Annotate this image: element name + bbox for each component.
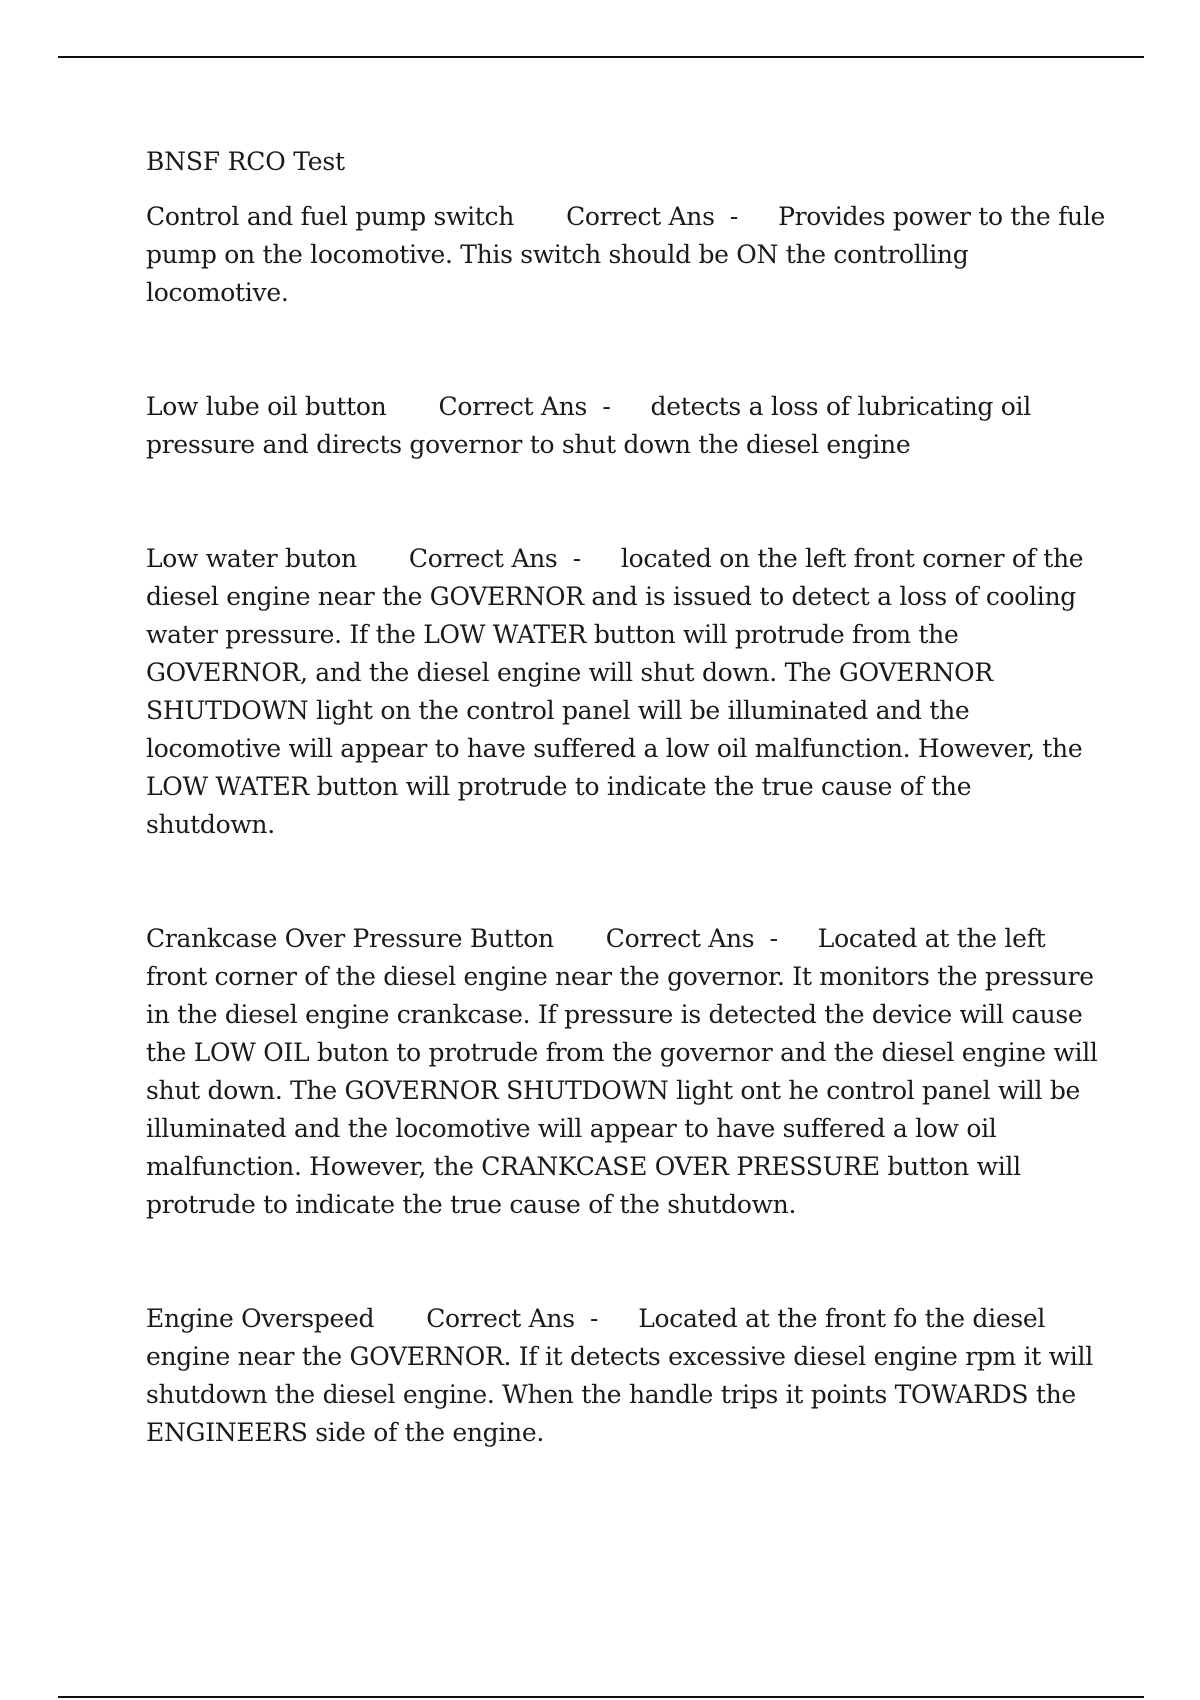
answer-separator: - xyxy=(590,1304,599,1333)
answer-text: Located at the left front corner of the diesel engine near the governor. It monitors the pressure in the diesel engine crankcase. If pressure is detected the device will cause the LOW OIL buton to protrude from the governor and the diesel engine will shut down. The GOVERNOR SHUTDOWN light ont he control panel will be illuminated and the locomotive will appear to have suffered a low oil malfunction. However, the CRANKCASE OVER PRESSURE button will protrude to indicate the true cause of the shutdown. xyxy=(146,924,1098,1219)
term: Low water buton xyxy=(146,544,357,573)
qa-entry xyxy=(146,388,1106,464)
header-rule xyxy=(58,56,1144,58)
answer-label: Correct Ans xyxy=(438,392,588,421)
answer-separator: - xyxy=(729,202,739,231)
qa-entry xyxy=(146,198,1106,312)
answer-text: located on the left front corner of the diesel engine near the GOVERNOR and is issued to detect a loss of cooling water pressure. If the LOW WATER button will protrude from the GOVERNOR, and the diesel engine will shut down. The GOVERNOR SHUTDOWN light on the control panel will be illuminated and the locomotive will appear to have suffered a low oil malfunction. However, the LOW WATER button will protrude to indicate the true cause of the shutdown. xyxy=(146,544,1084,839)
qa-entry xyxy=(146,540,1106,844)
term: Control and fuel pump switch xyxy=(146,202,515,231)
qa-entry xyxy=(146,1300,1106,1452)
answer-label: Correct Ans xyxy=(605,924,755,953)
term: Crankcase Over Pressure Button xyxy=(146,924,554,953)
answer-label: Correct Ans xyxy=(566,202,715,231)
answer-separator: - xyxy=(572,544,581,573)
answer-text: Located at the front fo the diesel engine near the GOVERNOR. If it detects excessive diesel engine rpm it will shutdown the diesel engine. When the handle trips it points TOWARDS the ENGINEERS side of the engine. xyxy=(146,1304,1093,1447)
answer-text: detects a loss of lubricating oil pressure and directs governor to shut down the diesel engine xyxy=(146,392,1031,459)
term: Engine Overspeed xyxy=(146,1304,375,1333)
answer-separator: - xyxy=(769,924,778,953)
document-title: BNSF RCO Test xyxy=(146,147,345,176)
answer-label: Correct Ans xyxy=(408,544,558,573)
qa-entry xyxy=(146,920,1106,1224)
answer-text: Provides power to the fule pump on the locomotive. This switch should be ON the controlling locomotive. xyxy=(146,202,1106,307)
document-body xyxy=(146,143,1106,1452)
answer-separator: - xyxy=(602,392,611,421)
footer-rule xyxy=(58,1696,1144,1698)
answer-label: Correct Ans xyxy=(426,1304,575,1333)
term: Low lube oil button xyxy=(146,392,387,421)
